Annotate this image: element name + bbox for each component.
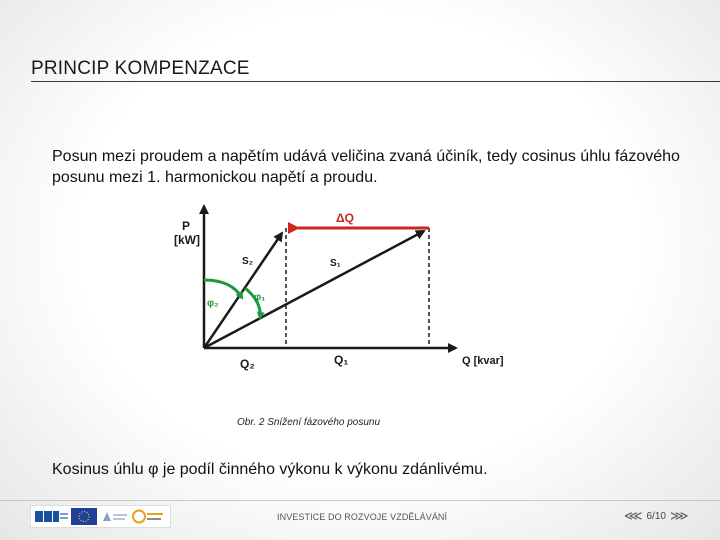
delta-q-label: ΔQ: [336, 211, 354, 225]
page-indicator: 6/10: [646, 510, 666, 522]
q2-label: Q₂: [240, 357, 255, 371]
op-logo-icon: [131, 508, 165, 525]
figure-caption: Obr. 2 Snížení fázového posunu: [237, 417, 381, 428]
double-chevron-left-icon[interactable]: ⋘: [624, 508, 643, 523]
eu-logos-strip: [30, 505, 171, 528]
slide-navigation: [624, 508, 688, 524]
phi2-arc: [204, 280, 242, 298]
s2-vector: [204, 233, 282, 348]
p-axis-unit: [kW]: [174, 233, 200, 247]
esf-logo-icon: [33, 508, 69, 525]
s2-label: S₂: [242, 256, 254, 267]
s1-label: S₁: [330, 258, 341, 269]
slide-title: PRINCIP KOMPENZACE: [31, 58, 250, 79]
msmt-logo-icon: [99, 508, 129, 525]
footer-divider: [0, 500, 720, 501]
q1-label: Q₁: [334, 353, 349, 367]
eu-flag-icon: [71, 508, 97, 525]
p-axis-label: P: [182, 219, 191, 233]
intro-paragraph: Posun mezi proudem a napětím udává veličina zvaná účiník, tedy cosinus úhlu fázového posunu mezi 1. harmonickou napětí a proudu.: [52, 148, 680, 186]
footer-tagline: INVESTICE DO ROZVOJE VZDĚLÁVÁNÍ: [277, 512, 448, 522]
phasor-diagram: [150, 202, 531, 399]
phasor-diagram-svg: [150, 202, 531, 399]
phi2-label: φ₂: [207, 298, 219, 309]
title-underline: [31, 81, 720, 82]
double-chevron-right-icon[interactable]: ⋙: [669, 508, 689, 523]
q-axis-label: Q [kvar]: [462, 355, 504, 367]
phi1-label: φ₁: [254, 292, 266, 303]
cosine-paragraph: Kosinus úhlu φ je podíl činného výkonu k výkonu zdánlivému.: [52, 461, 488, 478]
